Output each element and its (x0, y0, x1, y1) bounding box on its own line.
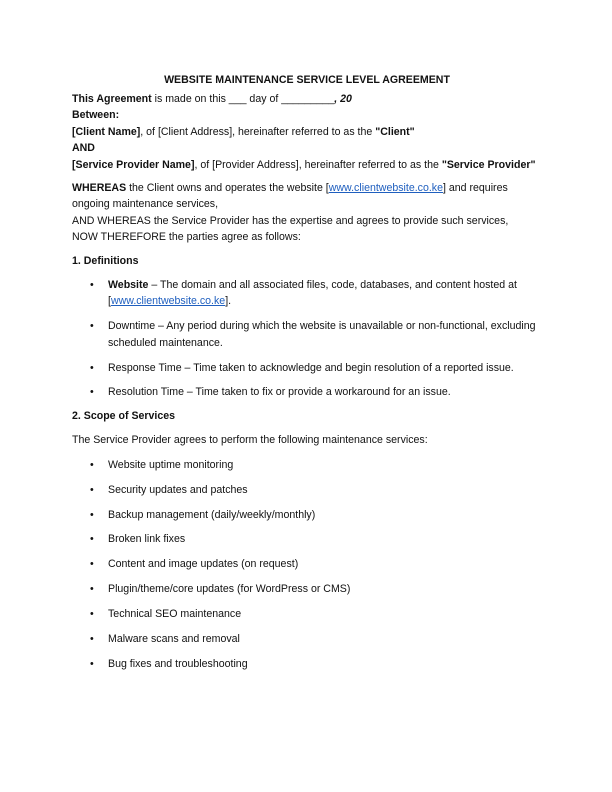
agreement-date-line (72, 91, 542, 108)
client-party-line (72, 124, 542, 141)
whereas-clause (72, 180, 542, 213)
document-title: WEBSITE MAINTENANCE SERVICE LEVEL AGREEMENT (164, 74, 450, 86)
scope-item: Website uptime monitoring (108, 458, 234, 471)
bullet-icon: • (90, 386, 94, 399)
client-website-link[interactable]: www.clientwebsite.co.ke (328, 181, 443, 194)
client-name: [Client Name] (72, 125, 141, 138)
between-label: Between: (72, 109, 120, 122)
document-page (72, 72, 542, 681)
definitions-heading: 1. Definitions (72, 254, 139, 267)
scope-item: Backup management (daily/weekly/monthly) (108, 508, 316, 521)
scope-heading: 2. Scope of Services (72, 410, 176, 423)
list-item (72, 556, 542, 573)
list-item (72, 531, 542, 548)
list-item (72, 507, 542, 524)
client-address-text: , of [Client Address], hereinafter referred to as the (140, 125, 376, 138)
definition-website-end: ]. (225, 295, 232, 308)
scope-item: Plugin/theme/core updates (for WordPress or CMS) (108, 583, 351, 596)
and-label: AND (72, 142, 95, 155)
agreement-year: , 20 (334, 92, 352, 105)
list-item (72, 384, 542, 401)
definition-website-link[interactable]: www.clientwebsite.co.ke (110, 295, 226, 308)
definition-term-website: Website (108, 278, 149, 291)
provider-address-text: , of [Provider Address], hereinafter referred to as the (194, 158, 442, 171)
scope-item: Security updates and patches (108, 483, 248, 496)
scope-item: Broken link fixes (108, 533, 186, 546)
provider-term: "Service Provider" (441, 158, 536, 171)
list-item (72, 277, 542, 310)
bullet-icon: • (90, 361, 94, 374)
provider-party-line (72, 157, 542, 174)
scope-item: Content and image updates (on request) (108, 558, 299, 571)
bullet-icon: • (90, 320, 94, 333)
bullet-icon: • (90, 533, 94, 546)
list-item (72, 581, 542, 598)
bullet-icon: • (90, 558, 94, 571)
and-whereas-clause: AND WHEREAS the Service Provider has the expertise and agrees to provide such services, (72, 214, 509, 227)
bullet-icon: • (90, 483, 94, 496)
list-item (72, 360, 542, 377)
list-item (72, 482, 542, 499)
bullet-icon: • (90, 278, 94, 291)
whereas-text-1: the Client owns and operates the website [ (126, 181, 329, 194)
agreement-date-text: is made on this ___ day of _________ (151, 92, 335, 105)
list-item (72, 457, 542, 474)
bullet-icon: • (90, 633, 94, 645)
scope-item: Malware scans and removal (108, 633, 240, 645)
bullet-icon: • (90, 583, 94, 596)
client-term: "Client" (375, 125, 415, 138)
bullet-icon: • (90, 657, 94, 670)
bullet-icon: • (90, 458, 94, 471)
scope-intro: The Service Provider agrees to perform the following maintenance services: (72, 433, 428, 446)
list-item (72, 631, 542, 648)
scope-item: Technical SEO maintenance (108, 608, 242, 621)
definition-downtime: Downtime – Any period during which the website is unavailable or non-functional, excluding scheduled maintenance. (108, 320, 536, 349)
definition-response-time: Response Time – Time taken to acknowledge and begin resolution of a reported issue. (108, 361, 514, 374)
agreement-lead: This Agreement (72, 92, 152, 105)
definition-text-website: – The domain and all associated files, code, databases, and content hosted at [ (108, 278, 517, 308)
scope-item: Bug fixes and troubleshooting (108, 657, 248, 670)
bullet-icon: • (90, 508, 94, 521)
definition-resolution-time: Resolution Time – Time taken to fix or provide a workaround for an issue. (108, 386, 451, 399)
list-item (72, 606, 542, 623)
list-item (72, 656, 542, 673)
now-therefore-clause: NOW THEREFORE the parties agree as follows: (72, 231, 301, 244)
provider-name: [Service Provider Name] (72, 158, 195, 171)
whereas-text-2: ] and requires ongoing maintenance services, (72, 181, 508, 211)
definitions-list (72, 277, 542, 401)
list-item (72, 318, 542, 351)
scope-list (72, 457, 542, 673)
whereas-label: WHEREAS (72, 181, 127, 194)
bullet-icon: • (90, 608, 94, 621)
